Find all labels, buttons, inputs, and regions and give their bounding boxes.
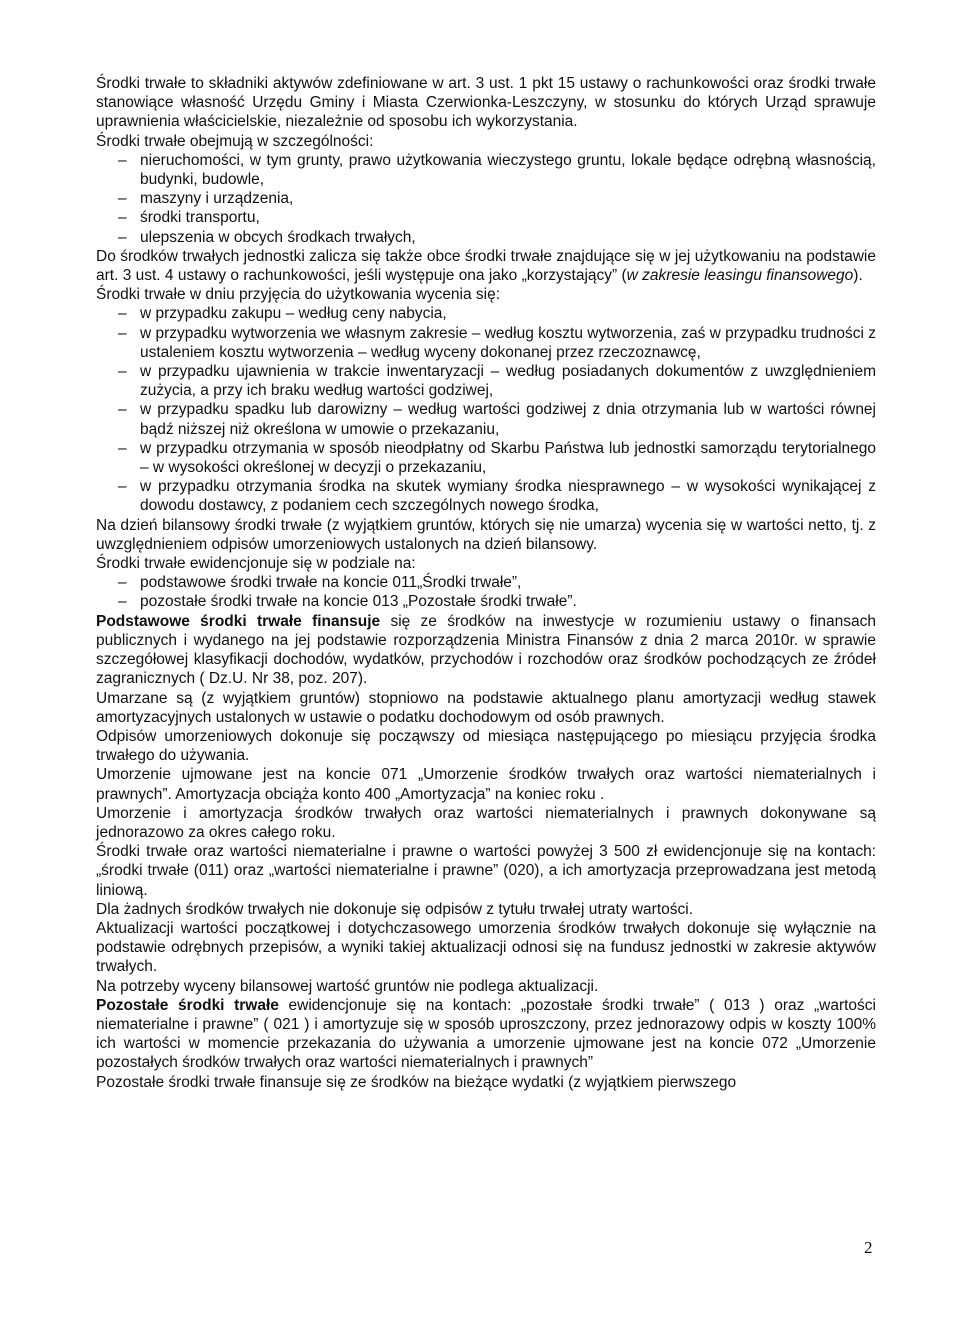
list-item: – w przypadku otrzymania w sposób nieodpłatny od Skarbu Państwa lub jednostki samorządu terytorialnego – w wysokości określonej w decyzji o przekazaniu, (96, 439, 876, 477)
bold-text: Pozostałe środki trwałe (96, 996, 279, 1014)
list-item: – środki transportu, (96, 208, 876, 227)
paragraph-depreciation: Umarzane są (z wyjątkiem gruntów) stopniowo na podstawie aktualnego planu amortyzacji według stawek amortyzacyjnych ustalonych w ustawie o podatku dochodowym od osób prawnych. (96, 689, 876, 726)
list-item: – nieruchomości, w tym grunty, prawo użytkowania wieczystego gruntu, lokale będące odrębną własnością, budynki, budowle, (96, 151, 876, 189)
list-item: – w przypadku spadku lub darowizny – według wartości godziwej z dnia otrzymania lub w wartości równej bądź niższej niż określona w umowie o przekazaniu, (96, 400, 876, 438)
paragraph-records-intro: Środki trwałe ewidencjonuje się w podziale na: (96, 555, 416, 573)
text-span: ewidencjonuje się na kontach: „pozostałe środki trwałe” ( 013 ) oraz „wartości niematerialne i prawne” ( 021 ) i amortyzuje się w sposób uproszczony, przez jednorazowy odpis w koszty 100% ich wartości w momencie przekazania do używania a umorzenie ujmowane jest na koncie 072 „Umorzenie pozostałych środków trwałych oraz wartości niematerialnych i prawnych” (96, 996, 876, 1072)
list-valuation-methods (96, 304, 876, 515)
paragraph-basic-assets-financing (96, 612, 876, 689)
list-item: – maszyny i urządzenia, (96, 189, 876, 208)
text-span: się ze środków na inwestycje w rozumieniu ustawy o finansach publicznych i wydanego na jej podstawie rozporządzenia Ministra Finansów z dnia 2 marca 2010r. w sprawie szczegółowej klasyfikacji dochodów, wydatków, przychodów i rozchodów oraz środków pochodzących ze źródeł zagranicznych ( Dz.U. Nr 38, poz. 207). (96, 612, 876, 688)
paragraph-valuation-intro: Środki trwałe w dniu przyjęcia do użytkowania wycenia się: (96, 286, 501, 304)
page-number: 2 (864, 1238, 873, 1257)
paragraph-includes-intro: Środki trwałe obejmują w szczególności: (96, 132, 374, 150)
list-item: – podstawowe środki trwałe na koncie 011„Środki trwałe”, (96, 573, 876, 592)
document-page (96, 74, 876, 1092)
paragraph-other-assets-financing: Pozostałe środki trwałe finansuje się ze środków na bieżące wydatki (z wyjątkiem pierwszego (96, 1073, 737, 1091)
list-item: – ulepszenia w obcych środkach trwałych, (96, 228, 876, 247)
italic-text: w zakresie leasingu finansowego (626, 267, 854, 285)
paragraph-threshold: Środki trwałe oraz wartości niematerialne i prawne o wartości powyżej 3 500 zł ewidencjonuje się na kontach: „środki trwałe (011) oraz „wartości niematerialne i prawne” (020), a ich amortyzacja przeprowadzana jest metodą liniową. (96, 843, 876, 899)
paragraph-annual-depreciation: Umorzenie i amortyzacja środków trwałych oraz wartości niematerialnych i prawnych dokonywane są jednorazowo za okres całego roku. (96, 804, 876, 841)
list-item: – pozostałe środki trwałe na koncie 013 „Pozostałe środki trwałe”. (96, 592, 876, 611)
bold-text: Podstawowe środki trwałe finansuje (96, 612, 381, 630)
paragraph-definition: Środki trwałe to składniki aktywów zdefiniowane w art. 3 ust. 1 pkt 15 ustawy o rachunkowości oraz środki trwałe stanowiące własność Urzędu Gminy i Miasta Czerwionka-Leszczyny, w stosunku do których Urząd sprawuje uprawnienia właścicielskie, niezależnie od sposobu ich wykorzystania. (96, 75, 876, 131)
text-span: ). (853, 267, 863, 285)
paragraph-balance-valuation: Na dzień bilansowy środki trwałe (z wyjątkiem gruntów, których się nie umarza) wycenia się w wartości netto, tj. z uwzględnieniem odpisów umorzeniowych ustalonych na dzień bilansowy. (96, 516, 876, 553)
paragraph-land: Na potrzeby wyceny bilansowej wartość gruntów nie podlega aktualizacji. (96, 977, 599, 995)
list-accounts (96, 573, 876, 611)
list-item: – w przypadku otrzymania środka na skutek wymiany środka niesprawnego – w wysokości wynikającej z dowodu dostawcy, z podaniem cech szczególnych nowego środka, (96, 477, 876, 515)
list-item: – w przypadku ujawnienia w trakcie inwentaryzacji – według posiadanych dokumentów z uwzględnieniem zużycia, a przy ich braku według wartości godziwej, (96, 362, 876, 400)
paragraph-write-offs: Odpisów umorzeniowych dokonuje się począwszy od miesiąca następującego po miesiącu przyjęcia środka trwałego do używania. (96, 727, 876, 765)
paragraph-revaluation: Aktualizacji wartości początkowej i dotychczasowego umorzenia środków trwałych dokonuje się wyłącznie na podstawie odrębnych przepisów, a wyniki takiej aktualizacji odnosi się na fundusz jednostki w zakresie aktywów trwałych. (96, 919, 876, 976)
list-item: – w przypadku zakupu – według ceny nabycia, (96, 304, 876, 323)
paragraph-foreign-assets (96, 247, 876, 285)
paragraph-account-071: Umorzenie ujmowane jest na koncie 071 „Umorzenie środków trwałych oraz wartości niematerialnych i prawnych”. Amortyzacja obciąża konto 400 „Amortyzacja” na koniec roku . (96, 766, 876, 803)
paragraph-other-assets (96, 996, 876, 1073)
paragraph-impairment: Dla żadnych środków trwałych nie dokonuje się odpisów z tytułu trwałej utraty wartości. (96, 900, 694, 918)
list-fixed-asset-types (96, 151, 876, 247)
list-item: – w przypadku wytworzenia we własnym zakresie – według kosztu wytworzenia, zaś w przypadku trudności z ustaleniem kosztu wytworzenia – według wyceny dokonanej przez rzeczoznawcę, (96, 324, 876, 362)
text-span: Do środków trwałych jednostki zalicza się także obce środki trwałe znajdujące się w jej użytkowaniu na podstawie art. 3 ust. 4 ustawy o rachunkowości, jeśli występuje ona jako „korzystający” ( (96, 247, 876, 285)
